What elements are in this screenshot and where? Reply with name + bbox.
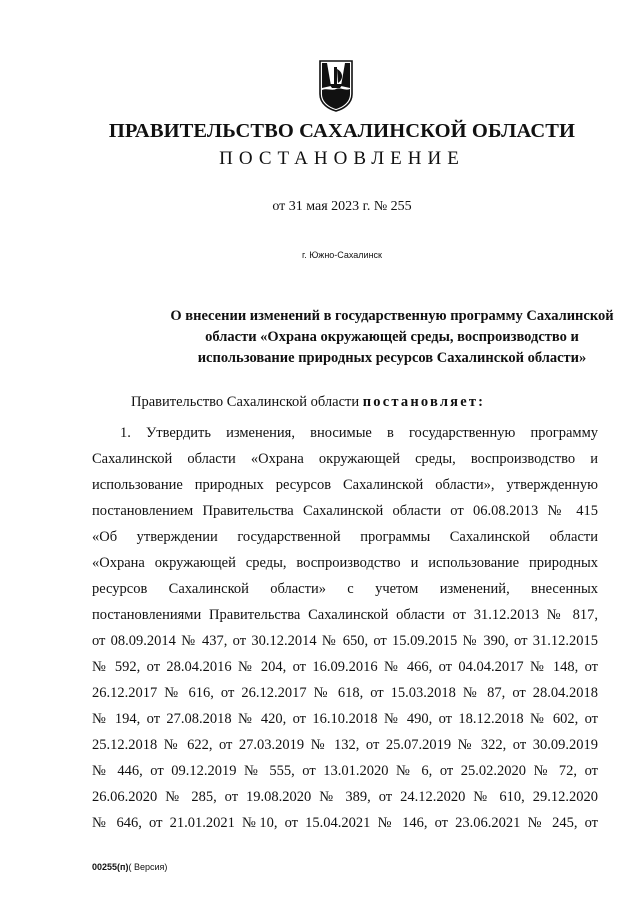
heading-line: О внесении изменений в государственную программу Сахалинской	[170, 308, 614, 324]
body-line: «Охрана окружающей среды, воспроизводство и использование природных	[92, 555, 598, 571]
government-title: ПРАВИТЕЛЬСТВО САХАЛИНСКОЙ ОБЛАСТИ	[108, 120, 576, 142]
coat-of-arms-icon	[319, 60, 353, 112]
preamble-text: Правительство Сахалинской области	[131, 394, 363, 410]
body-line: 26.12.2017 № 616, от 26.12.2017 № 618, от 15.03.2018 № 87, от 28.04.2018	[92, 685, 598, 701]
body-line: 26.06.2020 № 285, от 19.08.2020 № 389, от 24.12.2020 № 610, 29.12.2020	[92, 789, 598, 805]
body-line: № 592, от 28.04.2016 № 204, от 16.09.2016 № 466, от 04.04.2017 № 148, от	[92, 659, 598, 675]
body-line: «Об утверждении государственной программы Сахалинской области	[92, 529, 598, 545]
body-line: использование природных ресурсов Сахалинской области», утвержденную	[92, 477, 598, 493]
heading-line: области «Охрана окружающей среды, воспроизводство и	[205, 329, 579, 345]
preamble-emphasis: постановляет:	[362, 394, 486, 410]
document-heading	[100, 306, 640, 369]
body-line: № 446, от 09.12.2019 № 555, от 13.01.2020 № 6, от 25.02.2020 № 72, от	[92, 763, 598, 779]
document-place: г. Южно-Сахалинск	[302, 250, 382, 260]
body-line: № 646, от 21.01.2021 №10, от 15.04.2021 № 146, от 23.06.2021 № 245, от	[92, 815, 598, 831]
body-line: от 08.09.2014 № 437, от 30.12.2014 № 650, от 15.09.2015 № 390, от 31.12.2015	[92, 633, 598, 649]
body-line: 25.12.2018 № 622, от 27.03.2019 № 132, от 25.07.2019 № 322, от 30.09.2019	[92, 737, 598, 753]
body-line: 1. Утвердить изменения, вносимые в государственную программу	[120, 425, 598, 441]
footer-version: ( Версия)	[128, 862, 168, 872]
heading-line: использование природных ресурсов Сахалинской области»	[197, 350, 587, 366]
footer-code: 00255(п)	[92, 862, 129, 872]
document-type: ПОСТАНОВЛЕНИЕ	[219, 148, 465, 169]
footer-document-code	[92, 862, 167, 872]
preamble	[131, 394, 485, 411]
body-line: постановлениями Правительства Сахалинской области от 31.12.2013 № 817,	[92, 607, 598, 623]
body-line: постановлением Правительства Сахалинской области от 06.08.2013 № 415	[92, 503, 598, 519]
body-line: № 194, от 27.08.2018 № 420, от 16.10.2018 № 490, от 18.12.2018 № 602, от	[92, 711, 598, 727]
body-text	[92, 420, 598, 836]
body-line: ресурсов Сахалинской области» с учетом изменений, внесенных	[92, 581, 598, 597]
body-line: Сахалинской области «Охрана окружающей среды, воспроизводство и	[92, 451, 598, 467]
document-date-number: от 31 мая 2023 г. № 255	[272, 199, 412, 214]
